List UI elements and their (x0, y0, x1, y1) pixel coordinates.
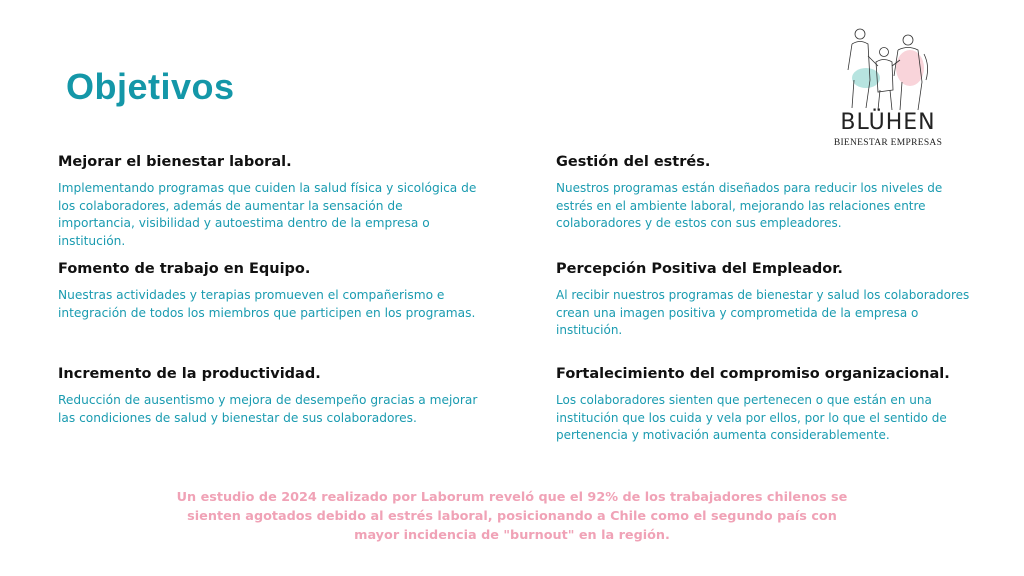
objective-text: Reducción de ausentismo y mejora de desempeño gracias a mejorar las condiciones de salud y bienestar de sus colaboradores. (58, 393, 478, 425)
people-illustration-icon (838, 20, 938, 112)
objective-wellbeing (58, 154, 478, 250)
logo-wordmark: BLÜHEN (840, 110, 936, 135)
objective-heading: Percepción Positiva del Empleador. (556, 261, 843, 277)
objective-heading: Mejorar el bienestar laboral. (58, 154, 292, 170)
objective-text: Nuestras actividades y terapias promueven el compañerismo e integración de todos los miembros que participen en los programas. (58, 288, 476, 320)
logo-subtitle: BIENESTAR EMPRESAS (833, 138, 943, 148)
burnout-statistic: Un estudio de 2024 realizado por Laborum reveló que el 92% de los trabajadores chilenos se sienten agotados debido al estrés laboral, posicionando a Chile como el segundo país con mayor incidencia de "burnout" en la región. (176, 490, 848, 543)
objective-text: Nuestros programas están diseñados para reducir los niveles de estrés en el ambiente laboral, mejorando las relaciones entre colaboradores y de estos con sus empleadores. (556, 181, 943, 230)
objective-heading: Fortalecimiento del compromiso organizacional. (556, 366, 950, 382)
objective-heading: Incremento de la productividad. (58, 366, 321, 382)
objective-productivity (58, 366, 478, 427)
objective-text: Implementando programas que cuiden la salud física y sicológica de los colaboradores, además de aumentar la sensación de importancia, visibilidad y autoestima dentro de la empresa o institución. (58, 181, 477, 248)
objective-text: Los colaboradores sienten que pertenecen o que están en una institución que los cuida y vela por ellos, por lo que el sentido de pertenencia y motivación aumenta considerablemente. (556, 393, 947, 442)
objective-text: Al recibir nuestros programas de bienestar y salud los colaboradores crean una imagen positiva y comprometida de la empresa o institución. (556, 288, 970, 337)
objective-stress (556, 154, 976, 233)
objective-heading: Fomento de trabajo en Equipo. (58, 261, 311, 277)
page-title: Objetivos (66, 66, 235, 107)
objective-teamwork (58, 261, 478, 322)
objective-commitment (556, 366, 976, 445)
brand-logo (826, 20, 950, 150)
objective-employer-perception (556, 261, 976, 340)
objective-heading: Gestión del estrés. (556, 154, 711, 170)
